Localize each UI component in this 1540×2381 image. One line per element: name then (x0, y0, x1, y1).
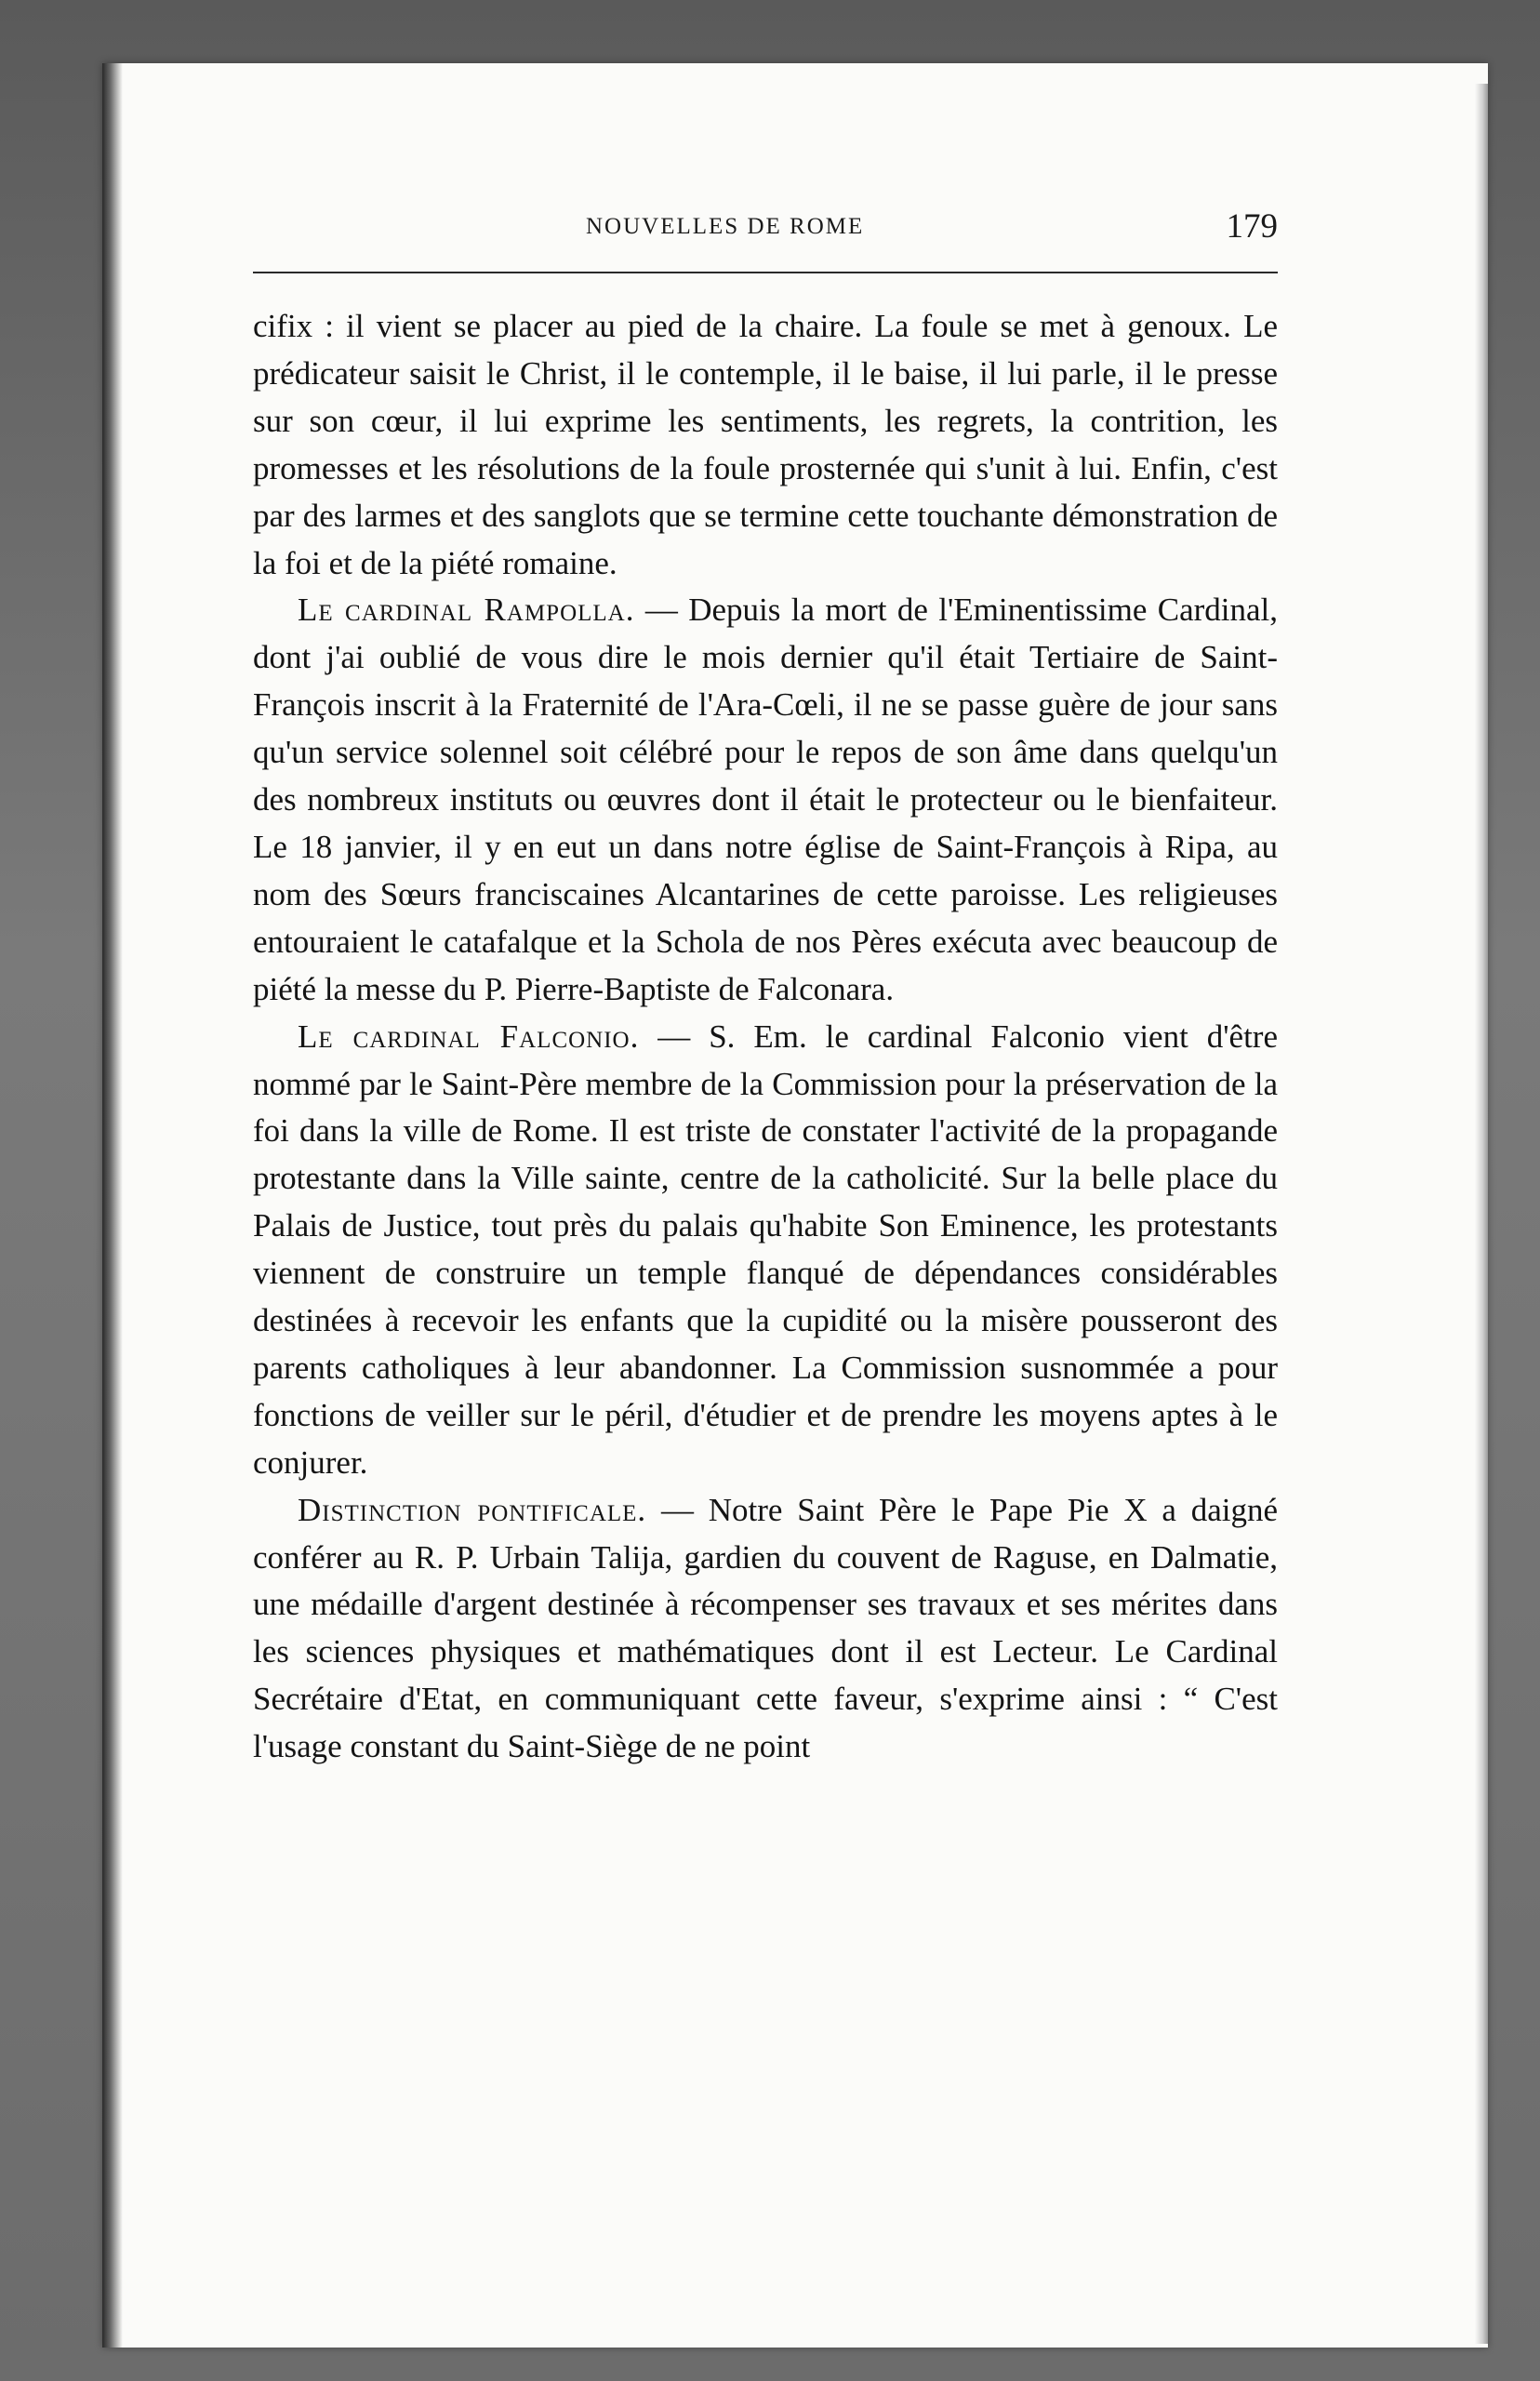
page-edge-shadow (1475, 84, 1488, 2344)
page-number: 179 (1226, 207, 1278, 246)
running-title: NOUVELLES DE ROME (586, 214, 865, 239)
paragraph-text: — S. Em. le cardinal Falconio vient d'être nommé par le Saint-Père membre de la Commission pour la préservation de la foi dans la ville de Rome. Il est triste de constater l'activité de la propagande protestante dans la Ville sainte, centre de la catholicité. Sur la belle place du Palais de Justice, tout près du palais qu'habite Son Eminence, les protestants viennent de construire un temple flanqué de dépendances considérables destinées à recevoir les enfants que la cupidité ou la misère pousseront des parents catholiques à leur abandonner. La Commission susnommée a pour fonctions de veiller sur le péril, d'étudier et de prendre les moyens aptes à le conjurer. (253, 1018, 1278, 1481)
paragraph-text: — Depuis la mort de l'Eminentissime Cardinal, dont j'ai oublié de vous dire le mois dernier qu'il était Tertiaire de Saint-François inscrit à la Fraternité de l'Ara-Cœli, il ne se passe guère de jour sans qu'un service solennel soit célébré pour le repos de son âme dans quelqu'un des nombreux instituts ou œuvres dont il était le protecteur ou le bienfaiteur. Le 18 janvier, il y en eut un dans notre église de Saint-François à Ripa, au nom des Sœurs franciscaines Alcantarines de cette paroisse. Les religieuses entouraient le catafalque et la Schola de nos Pères exécuta avec beaucoup de piété la messe du P. Pierre-Baptiste de Falconara. (253, 592, 1278, 1007)
paragraph-falconio (253, 1014, 1278, 1487)
section-heading: Le cardinal Falconio. (298, 1018, 640, 1055)
paragraph-rampolla (253, 587, 1278, 1013)
paragraph-text: cifix : il vient se placer au pied de la chaire. La foule se met à genoux. Le prédicateur saisit le Christ, il le contemple, il le baise, il lui parle, il le presse sur son cœur, il lui exprime les sentiments, les regrets, la contrition, les promesses et les résolutions de la foule prosternée qui s'unit à lui. Enfin, c'est par des larmes et des sanglots que se termine cette touchante démonstration de la foi et de la piété romaine. (253, 308, 1278, 581)
header-rule (253, 272, 1278, 273)
paragraph-distinction (253, 1487, 1278, 1771)
paragraph-text: — Notre Saint Père le Pape Pie X a daigné conférer au R. P. Urbain Talija, gardien du couvent de Raguse, en Dalmatie, une médaille d'argent destinée à récompenser ses travaux et ses mérites dans les sciences physiques et mathématiques dont il est Lecteur. Le Cardinal Secrétaire d'Etat, en communiquant cette faveur, s'exprime ainsi : “ C'est l'usage constant du Saint-Siège de ne point (253, 1491, 1278, 1765)
running-head (253, 206, 1278, 255)
section-heading: Distinction pontificale. (298, 1491, 647, 1528)
body-text (253, 303, 1278, 1771)
paragraph-continuation (253, 303, 1278, 587)
section-heading: Le cardinal Rampolla. (298, 592, 635, 629)
page-gutter-shadow (102, 63, 123, 2348)
